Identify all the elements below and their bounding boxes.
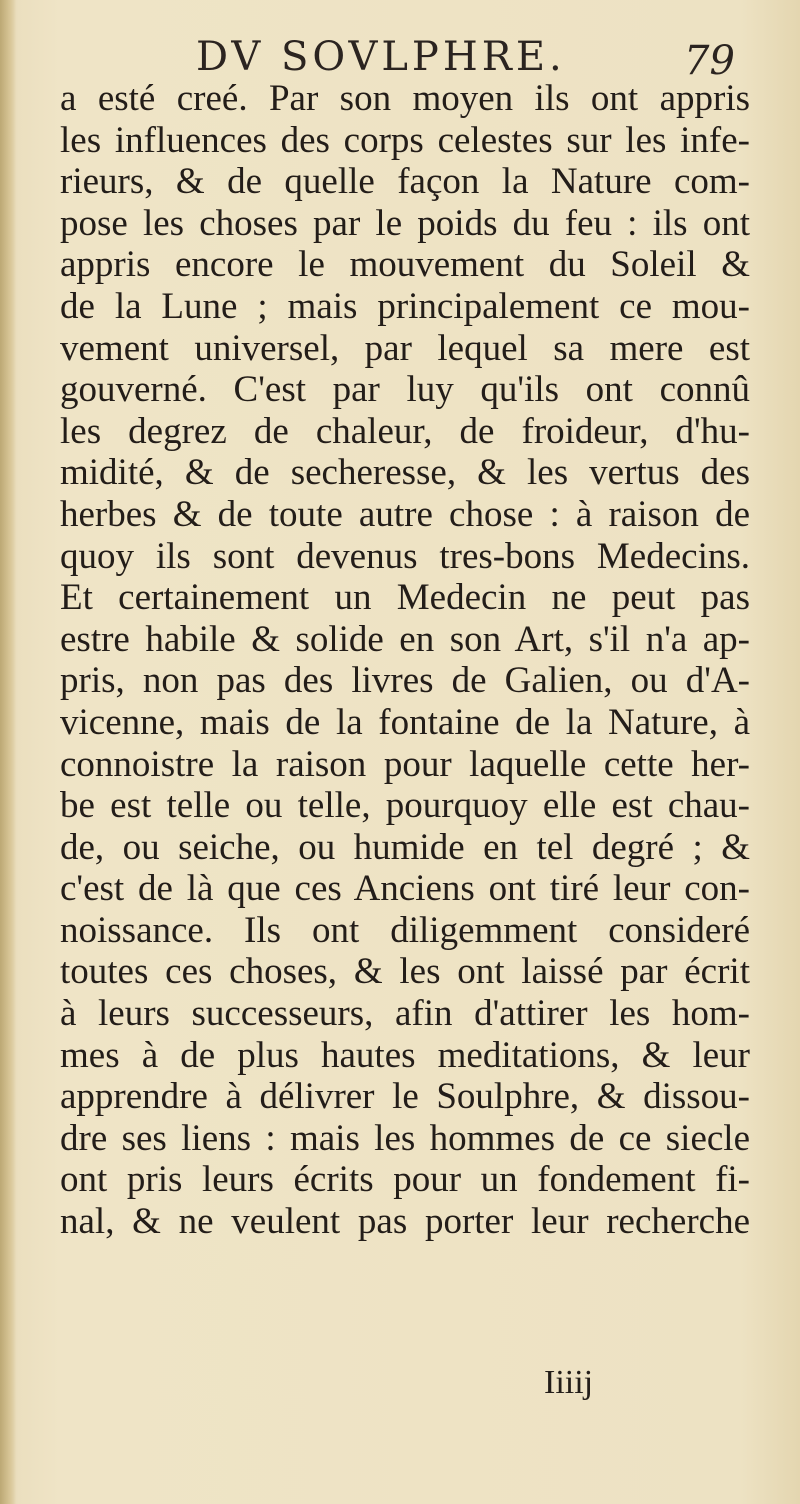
text-line: c'est de là que ces Anciens ont tiré leur con- xyxy=(60,868,750,910)
text-line: apprendre à délivrer le Soulphre, & dissou- xyxy=(60,1076,750,1118)
text-line: pris, non pas des livres de Galien, ou d'A- xyxy=(60,660,750,702)
text-line: toutes ces choses, & les ont laissé par écrit xyxy=(60,951,750,993)
text-line: dre ses liens : mais les hommes de ce siecle xyxy=(60,1117,750,1159)
text-line: les degrez de chaleur, de froideur, d'hu- xyxy=(60,410,750,452)
body-text xyxy=(60,78,750,1243)
running-head xyxy=(0,26,800,86)
text-line: ont pris leurs écrits pour un fondement fi- xyxy=(60,1159,750,1201)
text-line: mes à de plus hautes meditations, & leur xyxy=(60,1034,750,1076)
text-line: herbes & de toute autre chose : à raison de xyxy=(60,493,750,535)
text-line: nal, & ne veulent pas porter leur recherche xyxy=(60,1201,750,1243)
text-line: les influences des corps celestes sur les infe- xyxy=(60,119,750,161)
running-title: DV SOVLPHRE. xyxy=(196,34,566,80)
text-line: vicenne, mais de la fontaine de la Nature, à xyxy=(60,701,750,743)
text-line: midité, & de secheresse, & les vertus des xyxy=(60,452,750,494)
text-line: Et certainement un Medecin ne peut pas xyxy=(60,577,750,619)
text-line: gouverné. C'est par luy qu'ils ont connû xyxy=(60,369,750,411)
text-line: pose les choses par le poids du feu : ils ont xyxy=(60,202,750,244)
text-line: à leurs successeurs, afin d'attirer les hom- xyxy=(60,993,750,1035)
text-line: rieurs, & de quelle façon la Nature com- xyxy=(60,161,750,203)
text-line: noissance. Ils ont diligemment consideré xyxy=(60,909,750,951)
text-line: vement universel, par lequel sa mere est xyxy=(60,327,750,369)
binding-edge xyxy=(0,0,16,1504)
signature-mark: Iiiij xyxy=(544,1364,594,1401)
text-line: appris encore le mouvement du Soleil & xyxy=(60,244,750,286)
text-line: connoistre la raison pour laquelle cette her- xyxy=(60,743,750,785)
text-line: be est telle ou telle, pourquoy elle est chau- xyxy=(60,785,750,827)
text-line: de, ou seiche, ou humide en tel degré ; & xyxy=(60,826,750,868)
text-line: de la Lune ; mais principalement ce mou- xyxy=(60,285,750,327)
text-line: quoy ils sont devenus tres-bons Medecins. xyxy=(60,535,750,577)
text-line: estre habile & solide en son Art, s'il n'a ap- xyxy=(60,618,750,660)
text-line: a esté creé. Par son moyen ils ont appris xyxy=(60,78,750,119)
page-number: 79 xyxy=(684,38,735,84)
